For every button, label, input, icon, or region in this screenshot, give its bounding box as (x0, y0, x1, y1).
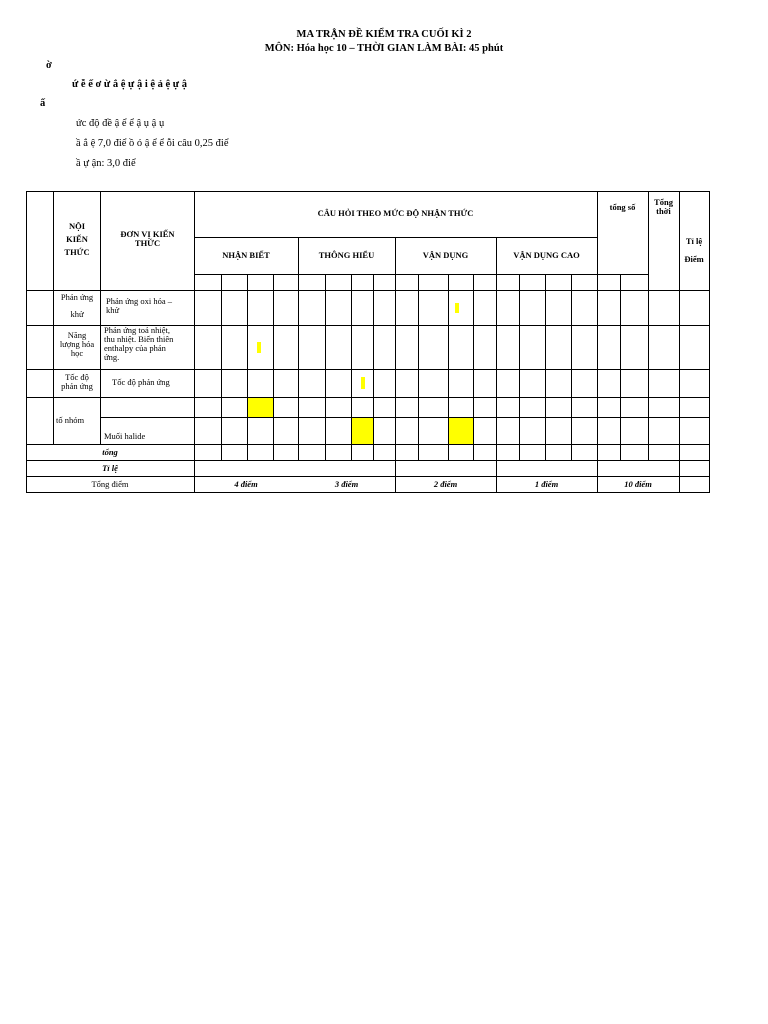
row-ti-le: Tỉ lệ (102, 463, 118, 473)
topic-phan-ung-oxi-hoa: Phản ứng khử (60, 292, 94, 319)
row-tong-diem: Tổng điểm (91, 479, 129, 489)
score-total: 10 điểm (624, 479, 652, 489)
row-tong: tổng (102, 447, 118, 457)
level-van-dung-cao: VẬN DỤNG CAO (513, 250, 580, 260)
col-header-cau-hoi: CÂU HỎI THEO MỨC ĐỘ NHẬN THỨC (317, 208, 474, 218)
score-van-dung-cao: 1 điểm (534, 479, 559, 489)
topic-nhom-halogen: tố nhóm (56, 415, 85, 425)
subject-line: MÔN: Hóa học 10 – THỜI GIAN LÀM BÀI: 45 phút (264, 43, 504, 54)
col-header-don-vi: ĐƠN VỊ KIẾN THỨC (120, 229, 175, 248)
header-line-6: ầ ự ận: 3,0 điể (76, 158, 136, 169)
unit-toc-do-phan-ung: Tốc độ phản ứng (112, 377, 170, 387)
col-header-tong-so: tổng số (609, 202, 636, 212)
header-line-3: ấ (40, 98, 46, 109)
header-line-5: ầ ắ ệ 7,0 điể ồ ó ậ ể ể ỗi câu 0,25 điể (76, 138, 229, 149)
score-thong-hieu: 3 điểm (334, 479, 359, 489)
header-line-2: ứ ễ ế ơ ừ ắ ệ ự ậ i ệ ả ệ ự ậ (72, 79, 187, 90)
header-line-4: ức độ đề ậ ể ể ậ ụ ậ ụ (76, 118, 165, 129)
col-header-ti-le: Tỉ lệ Điểm (684, 236, 704, 264)
level-nhan-biet: NHẬN BIẾT (222, 250, 270, 260)
col-header-tong-thoi: Tổng thời (654, 197, 673, 216)
level-van-dung: VẬN DỤNG (422, 250, 469, 260)
unit-muoi-halide: Muối halide (104, 431, 146, 441)
topic-toc-do-phan-ung: Tốc độ phản ứng (61, 372, 93, 391)
score-van-dung: 2 điểm (433, 479, 458, 489)
col-header-noi-dung: NỘI KIẾN THỨC (64, 221, 90, 257)
score-nhan-biet: 4 điểm (234, 479, 258, 489)
level-thong-hieu: THÔNG HIỂU (318, 250, 375, 260)
page-title: MA TRẬN ĐỀ KIỂM TRA CUỐI KÌ 2 (296, 29, 472, 40)
topic-nang-luong-hoa-hoc: Năng lượng hóa học (59, 330, 95, 358)
header-line-1: ờ (46, 60, 52, 71)
unit-nang-luong: Phản ứng toả nhiệt, thu nhiệt. Biến thiên enthalpy của phản ứng. (104, 325, 174, 362)
unit-phan-ung-oxi-hoa: Phản ứng oxi hóa – khử (106, 296, 172, 315)
